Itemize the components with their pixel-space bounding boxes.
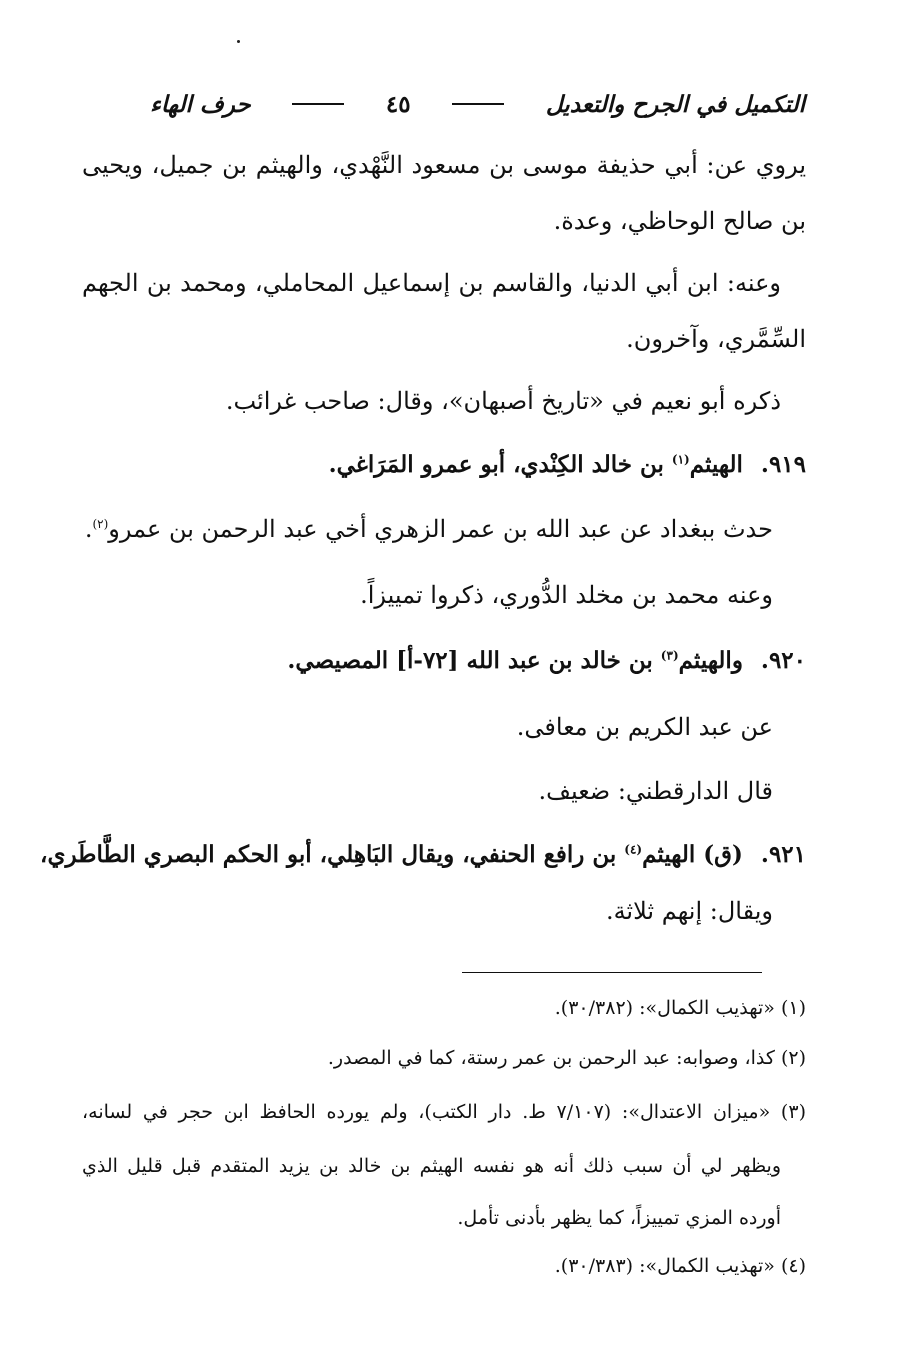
entry-920-rest: بن خالد بن عبد الله [٧٢-أ] المصيصي. [287,647,661,674]
body-line-8: وعنه محمد بن مخلد الدُّوري، ذكروا تمييزاً. [360,581,773,609]
footnote-ref-2: (٢) [92,517,109,531]
header-book-title: التكميل في الجرح والتعديل [545,90,805,118]
body-line-7-text: حدث ببغداد عن عبد الله بن عمر الزهري أخي عبد الرحمن بن عمرو [108,515,773,543]
header-section: حرف الهاء [150,90,251,118]
body-line-7-end: . [84,515,93,543]
body-line-10: عن عبد الكريم بن معافى. [516,713,773,741]
footnote-3-line-2: ويظهر لي أن سبب ذلك أنه هو نفسه الهيثم بن خالد بن يزيد المتقدم قبل قليل الذي [82,1155,781,1177]
body-line-13: ويقال: إنهم ثلاثة. [605,897,773,925]
body-line-11: قال الدارقطني: ضعيف. [538,777,773,805]
entry-921-rest: بن رافع الحنفي، ويقال البَاهِلي، أبو الحكم البصري الطَّاطَري، [40,841,625,868]
entry-920-number: ٩٢٠. [760,647,806,674]
header-page-number: ٤٥ [385,90,411,118]
entry-921-heading [40,840,806,870]
entry-919-rest: بن خالد الكِنْدي، أبو عمرو المَرَاغي. [328,451,672,478]
footnote-3-line-3: أورده المزي تمييزاً، كما يظهر بأدنى تأمل. [457,1207,781,1229]
entry-920-heading [287,646,806,676]
footnote-ref-1: (١) [671,452,690,467]
footnote-ref-4: (٤) [624,842,643,857]
entry-921-name: (ق) الهيثم [642,841,743,868]
header-rule-left [292,103,344,105]
body-line-3: وعنه: ابن أبي الدنيا، والقاسم بن إسماعيل المحاملي، ومحمد بن الجهم [82,269,781,297]
body-line-1: يروي عن: أبي حذيفة موسى بن مسعود النَّهْدي، والهيثم بن جميل، ويحيى [82,151,806,179]
entry-919-number: ٩١٩. [760,451,806,478]
footnote-4: (٤) «تهذيب الكمال»: (٣٠/٣٨٣). [554,1255,806,1277]
header-rule-right [452,103,504,105]
footnote-1: (١) «تهذيب الكمال»: (٣٠/٣٨٢). [554,997,806,1019]
footnote-3-line-1: (٣) «ميزان الاعتدال»: (٧/١٠٧ ط. دار الكتب)، ولم يورده الحافظ ابن حجر في لسانه، [82,1101,806,1123]
body-line-7 [85,514,773,545]
entry-919-name: الهيثم [689,451,743,478]
footnote-ref-3: (٣) [660,648,679,663]
footnote-2: (٢) كذا، وصوابه: عبد الرحمن بن عمر رستة، كما في المصدر. [327,1047,806,1069]
entry-921-number: ٩٢١. [760,841,806,868]
body-line-5: ذكره أبو نعيم في «تاريخ أصبهان»، وقال: صاحب غرائب. [225,387,781,415]
entry-919-heading [329,450,806,480]
margin-dot [237,40,240,43]
entry-920-name: والهيثم [678,647,743,674]
footnote-separator [462,972,762,973]
body-line-4: السِّمَّري، وآخرون. [626,325,806,353]
body-line-2: بن صالح الوحاظي، وعدة. [553,207,806,235]
running-header [150,84,805,124]
